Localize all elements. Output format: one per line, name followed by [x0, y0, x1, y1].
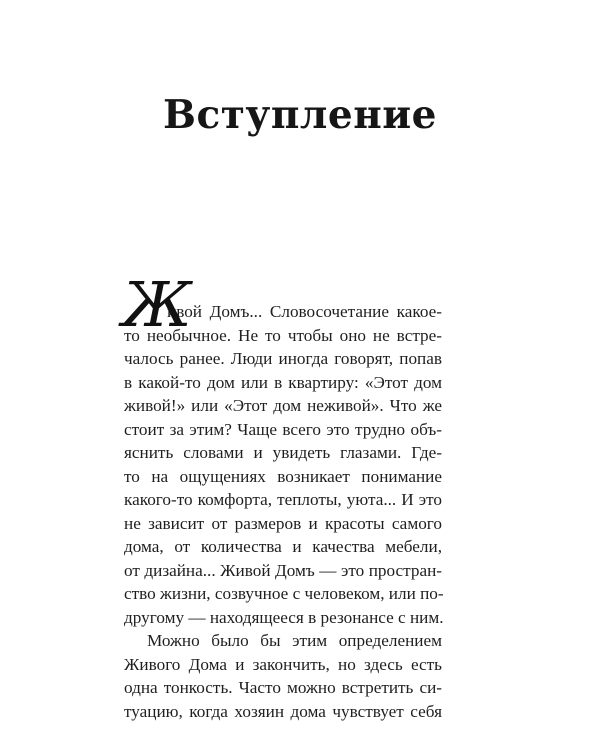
paragraph-2-line: Можно было бы этим определением [147, 631, 442, 650]
paragraph-1-line: чалось ранее. Люди иногда говорят, попав [124, 349, 442, 368]
paragraph-1-last-line: другому — находящееся в резонансе с ним. [124, 607, 444, 627]
paragraph-1-line: в какой-то дом или в квартиру: «Этот дом [124, 372, 442, 392]
paragraph-1-line: какого-то комфорта, теплоты, уюта... И это [124, 490, 442, 509]
paragraph-1-line: дома, от количества и качества мебели, [124, 537, 442, 556]
paragraph-2-line: одна тонкость. Часто можно встретить си- [124, 678, 442, 697]
drop-cap-letter: Ж [122, 268, 192, 341]
paragraph-1-line: яснить словами и увидеть глазами. Где- [124, 443, 442, 462]
paragraph-1-line: не зависит от размеров и красоты самого [124, 513, 442, 533]
paragraph-1-line: живой!» или «Этот дом неживой». Что же [124, 396, 442, 415]
paragraph-2-line: туацию, когда хозяин дома чувствует себя [124, 701, 442, 721]
paragraph-1-line: то на ощущениях возникает понимание [124, 466, 442, 486]
paragraph-1-line: от дизайна... Живой Домъ — это простран- [124, 560, 442, 580]
paragraph-1-line: стоит за этим? Чаще всего это трудно объ- [124, 419, 442, 439]
paragraph-2-line: Живого Дома и закончить, но здесь есть [124, 654, 442, 674]
chapter-title: Вступление [163, 92, 437, 138]
line-text: ивой Домъ... Словосочетание какое- [167, 302, 442, 321]
paragraph-1-line: то необычное. Не то чтобы оно не встре- [124, 325, 442, 345]
paragraph-1-line: ство жизни, созвучное с человеком, или по- [124, 584, 444, 603]
body-text [122, 268, 444, 723]
